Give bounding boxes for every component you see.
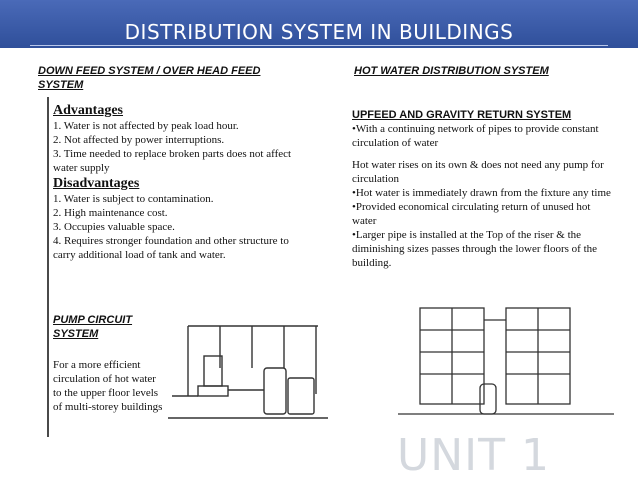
downfeed-heading: DOWN FEED SYSTEM / OVER HEAD FEED SYSTEM [38,65,261,91]
upfeed-points [352,158,614,270]
upfeed-diagram [394,300,618,424]
disadvantage-item: 2. High maintenance cost. [53,207,168,219]
upfeed-point: •Provided economical circulating return of unused hot water [352,201,591,227]
advantages-list [53,119,293,175]
heater-tank [264,368,286,414]
disadvantage-item: 3. Occupies valuable space. [53,221,175,233]
disadvantage-item: 4. Requires stronger foundation and other structure to carry additional load of tank and water. [53,235,289,261]
upfeed-point: •Larger pipe is installed at the Top of the riser & the diminishing sizes passes through the lower floors of the building. [352,229,598,269]
heater-tank [480,384,496,414]
disadvantage-item: 1. Water is subject to contamination. [53,193,214,205]
disadvantages-list [53,192,293,262]
storage-tank [288,378,314,414]
pump-circuit-caption: For a more efficient circulation of hot water to the upper floor levels of multi-storey buildings [53,359,163,413]
unit-watermark: UNIT 1 [397,430,550,481]
pump-base [198,386,228,396]
slide-title: DISTRIBUTION SYSTEM IN BUILDINGS [124,20,514,44]
upfeed-subheading: UPFEED AND GRAVITY RETURN SYSTEM [352,109,572,121]
downfeed-panel [53,102,293,262]
disadvantages-title: Disadvantages [53,176,140,191]
advantages-title: Advantages [53,103,124,118]
panel-left-border [47,97,49,437]
title-rule [30,45,608,46]
pump-circuit-diagram [168,318,328,430]
advantage-item: 3. Time needed to replace broken parts does not affect water supply [53,148,292,174]
upfeed-intro: •With a continuing network of pipes to provide constant circulation of water [352,123,599,149]
title-bar [0,0,638,48]
upfeed-point: •Hot water is immediately drawn from the fixture any time [352,187,611,199]
upfeed-panel [352,108,614,270]
pump-circuit-heading: PUMP CIRCUIT SYSTEM [53,314,133,340]
hot-water-heading: HOT WATER DISTRIBUTION SYSTEM [354,65,549,77]
upfeed-point: Hot water rises on its own & does not need any pump for circulation [352,159,604,185]
advantage-item: 2. Not affected by power interruptions. [53,134,225,146]
advantage-item: 1. Water is not affected by peak load hour. [53,120,239,132]
